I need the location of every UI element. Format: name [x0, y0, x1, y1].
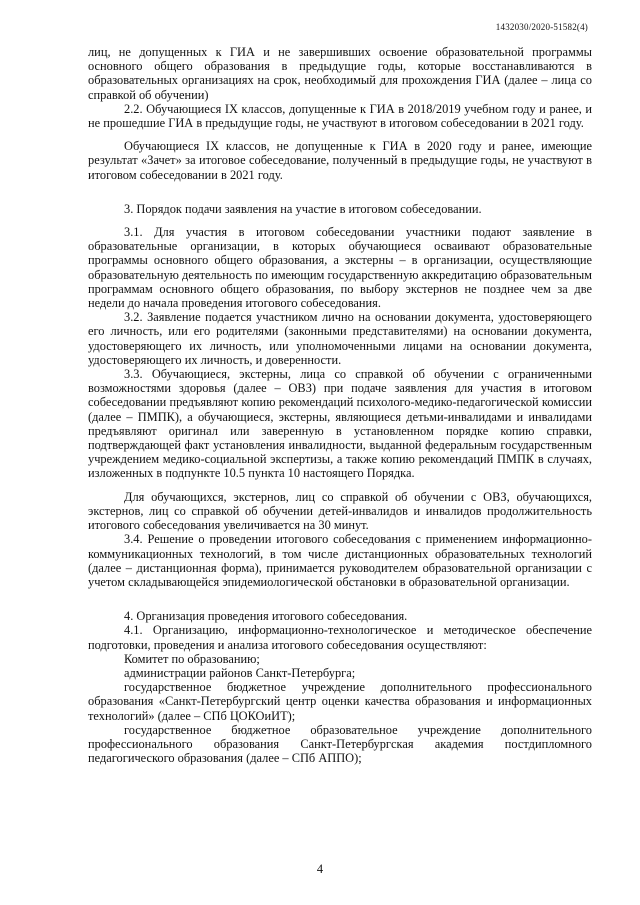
paragraph-ix-grade: Обучающиеся IX классов, не допущенные к ГИА в 2020 году и ранее, имеющие результат «Зачет» за итоговое собеседование, полученный в предыдущие годы, не участвуют в итоговом собеседовании в 2021 году.: [88, 139, 592, 182]
list-item-district-administrations: администрации районов Санкт-Петербурга;: [124, 665, 356, 680]
paragraph-3-1: 3.1. Для участия в итоговом собеседовании участники подают заявление в образовательные организации, в которых обучающиеся осваивают образовательные программы основного общего образования, а экстерны – в организации, осуществляющие образовательную деятельность по имеющим государственную аккредитацию образовательным программам основного общего образования, по выбору экстернов не позднее чем за две недели до начала проведения итогового собеседования.: [88, 225, 592, 311]
section-3-heading: 3. Порядок подачи заявления на участие в итоговом собеседовании.: [124, 201, 482, 216]
document-body: [88, 45, 592, 765]
paragraph-2-2: 2.2. Обучающиеся IX классов, допущенные к ГИА в 2018/2019 учебном году и ранее, и не прошедшие ГИА в предыдущие годы, не участвуют в итоговом собеседовании в 2021 году.: [88, 101, 592, 131]
list-item-spb-appo: государственное бюджетное образовательное учреждение дополнительного профессионального образования Санкт-Петербургская академия постдипломного педагогического образования (далее – СПб АППО);: [88, 722, 592, 766]
document-number: 1432030/2020-51582(4): [495, 22, 588, 32]
list-item-spb-cokoiit: государственное бюджетное учреждение дополнительного профессионального образования «Санкт-Петербургский центр оценки качества образования и информационных технологий» (далее – СПб ЦОКОиИТ);: [88, 680, 592, 723]
paragraph-ovz-duration: Для обучающихся, экстернов, лиц со справкой об обучении с ОВЗ, обучающихся, экстернов, лиц со справкой об обучении детей-инвалидов и инвалидов продолжительность итогового собеседования увеличивается на 30 минут.: [88, 489, 592, 533]
paragraph-3-3: 3.3. Обучающиеся, экстерны, лица со справкой об обучении с ограниченными возможностями здоровья (далее – ОВЗ) при подаче заявления для участия в итоговом собеседовании предъявляют копию рекомендаций психолого-медико-педагогической комиссии (далее – ПМПК), а обучающиеся, экстерны, являющиеся детьми-инвалидами и инвалидами предъявляют оригинал или заверенную в установленном порядке копию справки, подтверждающей факт установления инвалидности, выданной федеральным государственным учреждением медико-социальной экспертизы, а также копию рекомендаций ПМПК в случаях, изложенных в подпункте 10.5 пункта 10 настоящего Порядка.: [88, 367, 592, 481]
list-item-committee: Комитет по образованию;: [124, 651, 260, 666]
paragraph-3-4: 3.4. Решение о проведении итогового собеседования с применением информационно-коммуникационных технологий, в том числе дистанционных образовательных технологий (далее – дистанционная форма), принимается руководителем образовательной организации с учетом складывающейся эпидемиологической обстановки в образовательной организации.: [88, 532, 592, 589]
page-number: 4: [316, 862, 324, 876]
section-4-heading: 4. Организация проведения итогового собеседования.: [124, 609, 408, 624]
paragraph-4-1: 4.1. Организацию, информационно-технологическое и методическое обеспечение подготовки, проведения и анализа итогового собеседования осуществляют:: [88, 623, 592, 652]
paragraph-3-2: 3.2. Заявление подается участником лично на основании документа, удостоверяющего его личность, или его родителями (законными представителями) на основании документа, удостоверяющего их личность, или уполномоченными лицами на основании документа, удостоверяющего их личность, и доверенности.: [88, 310, 592, 367]
paragraph-continuation: лиц, не допущенных к ГИА и не завершивших освоение образовательной программы основного общего образования в предыдущие годы, которые восстанавливаются в образовательных организациях на срок, необходимый для прохождения ГИА (далее – лица со справкой об обучении): [88, 45, 592, 102]
